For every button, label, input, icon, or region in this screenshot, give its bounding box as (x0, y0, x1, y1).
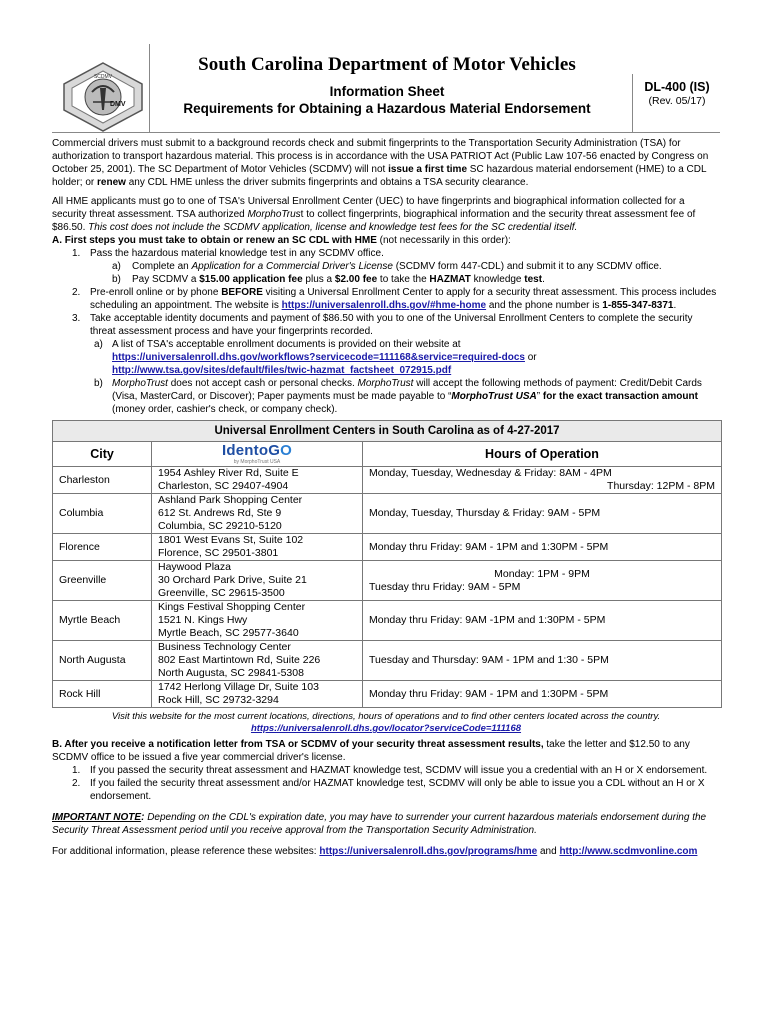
step-3b (52, 377, 720, 416)
hours-line: Tuesday thru Friday: 9AM - 5PM (369, 580, 521, 593)
address-cell (152, 601, 363, 641)
address-line: Charleston, SC 29407-4904 (158, 480, 289, 492)
step-text: and the phone number is (486, 300, 603, 311)
city-cell: North Augusta (53, 641, 152, 681)
exact-amount-label: for the exact transaction amount (542, 391, 698, 402)
visit-text: Visit this website for the most current locations, directions, hours of operations and to find other centers located across the country. (111, 711, 661, 722)
table-header-row (53, 442, 722, 467)
step-1a (52, 260, 720, 273)
section-b-heading (52, 738, 720, 764)
hours-cell (363, 467, 722, 494)
city-cell: Florence (53, 534, 152, 561)
intro-text: t to collect fingerprints, biographical information and the security threat assessment fee of $86.50. (52, 209, 696, 233)
section-a-heading (52, 234, 720, 247)
address-line: Greenville, SC 29615-3500 (158, 587, 285, 599)
address-cell (152, 561, 363, 601)
city-cell: Charleston (53, 467, 152, 494)
fee-amount: $2.00 fee (334, 274, 378, 285)
step-text: Complete an (132, 261, 192, 272)
footer-text: For additional information, please reference these websites: (52, 846, 320, 857)
address-line: 1954 Ashley River Rd, Suite E (158, 467, 299, 479)
section-b-item-1 (52, 764, 720, 777)
hme-program-link[interactable]: https://universalenroll.dhs.gov/programs/hme (319, 846, 538, 857)
important-note-text: Depending on the CDL's expiration date, you may have to surrender your current hazardous materials endorsement during the Security Threat Assessment period until you receive approval from the Transportation Security Administration. (52, 812, 707, 836)
morphotrust-name: MorphoTrust (357, 378, 414, 389)
hazmat-label: HAZMAT (429, 274, 471, 285)
morphotrust-name: MorphoTrust (112, 378, 168, 389)
hours-cell (363, 601, 722, 641)
section-b-item-2 (52, 777, 720, 803)
address-line: Haywood Plaza (158, 561, 231, 573)
intro-text: All HME applicants must go to one of TSA's Universal Enrollment Center (UEC) to have fingerprints and biographical information collected for a security threat assessment. TSA authorized (52, 196, 685, 220)
payee-name: MorphoTrust USA (451, 391, 537, 402)
document-body (52, 137, 720, 416)
address-line: 1742 Herlong Village Dr, Suite 103 (158, 681, 319, 693)
logo-brand-go: O (280, 442, 292, 459)
section-b-text: take the letter and $12.50 to any SCDMV office to be issued a five year commercial driver's license. (52, 739, 690, 763)
intro-text: Commercial drivers must submit to a background records check and submit fingerprints to the Transportation Security Administration (TSA) for authorization to transport hazardous material. This process is in accordance with the USA PATRIOT Act (Public Law 107-56 enacted by Congress on October 25, 2001). The SC Department of Motor Vehicles (SCDMV) will not (52, 138, 709, 175)
section-b-title: B. After you receive a notification letter from TSA or SCDMV of your security threat assessment results, (52, 739, 544, 750)
phone-number: 1-855-347-8371 (602, 300, 674, 311)
step-3 (52, 312, 720, 338)
step-text: Pre-enroll online or by phone (90, 287, 222, 298)
step-2 (52, 286, 720, 312)
address-line: 802 East Martintown Rd, Suite 226 (158, 654, 321, 666)
address-cell (152, 681, 363, 708)
document-header (52, 44, 720, 133)
column-header-city: City (53, 442, 152, 467)
hours-line: Monday, Tuesday, Wednesday & Friday: 8AM - 4PM (369, 467, 612, 479)
address-cell (152, 534, 363, 561)
intro-text: any CDL HME unless the driver submits fingerprints and obtains a TSA security clearance. (125, 177, 529, 188)
hme-enroll-link[interactable]: https://universalenroll.dhs.gov/#hme-home (281, 300, 487, 311)
important-note-label: IMPORTANT NOTE (52, 812, 142, 823)
step-text: does not accept cash or personal checks. (167, 378, 358, 389)
substep-letter: a) (94, 339, 103, 350)
step-text: Pay SCDMV a (132, 274, 200, 285)
step-text: Take acceptable identity documents and payment of $86.50 with you to one of the Universal Enrollment Centers to complete the security threat assessment process and have your fingerprints recorded. (90, 313, 693, 337)
hours-line: Monday thru Friday: 9AM -1PM and 1:30PM - 5PM (369, 614, 606, 626)
information-sheet-label: Information Sheet (329, 84, 445, 99)
step-text: (SCDMV form 447-CDL) and submit it to any SCDMV office. (392, 261, 662, 272)
svg-text:SCDMV: SCDMV (93, 74, 113, 80)
section-b (52, 738, 720, 858)
required-docs-link[interactable]: https://universalenroll.dhs.gov/workflows?servicecode=111168&service=required-docs (112, 352, 525, 363)
title-block (152, 54, 622, 116)
city-cell: Myrtle Beach (53, 601, 152, 641)
substep-letter: b) (112, 274, 121, 285)
hours-cell (363, 561, 722, 601)
substep-letter: b) (94, 378, 103, 389)
step-1b (52, 273, 720, 286)
requirements-title: Requirements for Obtaining a Hazardous Material Endorsement (183, 101, 591, 116)
address-line: Columbia, SC 29210-5120 (158, 520, 282, 532)
city-cell: Greenville (53, 561, 152, 601)
department-title: South Carolina Department of Motor Vehicles (198, 54, 576, 75)
identogo-logo-mark (222, 443, 292, 465)
form-id: DL-400 (IS) (644, 80, 710, 94)
step-text: visiting a Universal Enrollment Center to apply for a security threat assessment. This process includes scheduling an appointment. The website is (90, 287, 717, 311)
before-label: BEFORE (221, 287, 263, 298)
step-text: A list of TSA's acceptable enrollment documents is provided on their website at (112, 339, 461, 350)
enrollment-centers-table (52, 420, 722, 708)
address-line: Myrtle Beach, SC 29577-3640 (158, 627, 299, 639)
identogo-logo (152, 442, 363, 467)
table-row (53, 561, 722, 601)
footer-links (52, 845, 720, 858)
substep-letter: a) (112, 261, 121, 272)
address-line: Rock Hill, SC 29732-3294 (158, 694, 279, 706)
document-page (52, 44, 720, 858)
address-line: Ashland Park Shopping Center (158, 494, 303, 506)
step-text: will accept the following methods of payment: Credit/Debit Cards (Visa, MasterCard, or Discover); Paper payments must be made payable to “ (112, 378, 702, 402)
address-cell (152, 641, 363, 681)
address-line: 612 St. Andrews Rd, Ste 9 (158, 507, 282, 519)
hours-cell (363, 641, 722, 681)
step-text: (money order, cashier's check, or company check). (112, 404, 338, 415)
table-title: Universal Enrollment Centers in South Carolina as of 4-27-2017 (53, 421, 722, 442)
item-number: 2. (72, 778, 81, 789)
column-header-hours: Hours of Operation (363, 442, 722, 467)
intro-paragraph-2 (52, 195, 720, 234)
locator-link[interactable]: https://universalenroll.dhs.gov/locator?serviceCode=111168 (250, 723, 522, 734)
item-number: 1. (72, 765, 81, 776)
important-note-colon: : (141, 812, 145, 823)
table-title-row (53, 421, 722, 442)
step-text: . (542, 274, 545, 285)
intro-paragraph-1 (52, 137, 720, 189)
table-row (53, 601, 722, 641)
item-text: If you failed the security threat assessment and/or HAZMAT knowledge test, SCDMV will only be able to issue you a CDL without an H or X endorsement. (90, 778, 705, 802)
hours-line: Thursday: 12PM - 8PM (607, 480, 715, 492)
fee-amount: $15.00 application fee (199, 274, 303, 285)
step-text: ” (536, 391, 543, 402)
table-row (53, 467, 722, 494)
step-text: . (673, 300, 677, 311)
scdmv-website-link[interactable]: http://www.scdmvonline.com (559, 846, 698, 857)
item-text: If you passed the security threat assessment and HAZMAT knowledge test, SCDMV will issue you a credential with an H or X endorsement. (90, 765, 708, 776)
logo-brand-text: IdentoG (222, 442, 281, 459)
address-line: Business Technology Center (158, 641, 291, 653)
scdmv-seal-icon (62, 62, 144, 132)
table-row (53, 534, 722, 561)
step-text: plus a (302, 274, 335, 285)
important-note (52, 811, 720, 837)
hours-cell (363, 494, 722, 534)
city-cell: Columbia (53, 494, 152, 534)
step-number: 2. (72, 287, 81, 298)
step-text: knowledge (470, 274, 525, 285)
hours-line: Monday thru Friday: 9AM - 1PM and 1:30PM - 5PM (369, 687, 609, 700)
section-a-title: A. First steps you must take to obtain or renew an SC CDL with HME (52, 235, 377, 246)
tsa-factsheet-link[interactable]: http://www.tsa.gov/sites/default/files/twic-hazmat_factsheet_072915.pdf (112, 365, 452, 376)
footer-text: and (537, 846, 560, 857)
address-cell (152, 467, 363, 494)
visit-note (52, 711, 720, 735)
form-number-box (632, 74, 721, 132)
hours-cell (363, 534, 722, 561)
hours-line: Monday, Tuesday, Thursday & Friday: 9AM - 5PM (369, 507, 601, 519)
step-text: Pass the hazardous material knowledge test in any SCDMV office. (90, 248, 384, 259)
step-text: to take the (377, 274, 430, 285)
table-row (53, 641, 722, 681)
intro-italic: MorphoTrus (247, 209, 301, 220)
address-line: 1801 West Evans St, Suite 102 (158, 534, 304, 546)
step-number: 3. (72, 313, 81, 324)
address-line: Kings Festival Shopping Center (158, 601, 306, 613)
step-3a (52, 338, 720, 377)
intro-bold: issue a first time (388, 164, 467, 175)
table-body (53, 467, 722, 708)
step-text: or (524, 352, 537, 363)
logo-subtitle: by MorphoTrust USA (233, 459, 281, 465)
form-name: Application for a Commercial Driver's License (191, 261, 393, 272)
hours-line: Monday thru Friday: 9AM - 1PM and 1:30PM - 5PM (369, 540, 609, 553)
section-a-note: (not necessarily in this order): (376, 235, 511, 246)
address-line: 30 Orchard Park Drive, Suite 21 (158, 574, 307, 586)
svg-text:DMV: DMV (110, 101, 126, 108)
test-label: test (524, 274, 543, 285)
step-number: 1. (72, 248, 81, 259)
table-row (53, 681, 722, 708)
hours-line: Monday: 1PM - 9PM (494, 567, 590, 580)
address-line: 1521 N. Kings Hwy (158, 614, 248, 626)
city-cell: Rock Hill (53, 681, 152, 708)
table-row (53, 494, 722, 534)
form-revision: (Rev. 05/17) (648, 95, 706, 107)
hours-cell (363, 681, 722, 708)
intro-italic: This cost does not include the SCDMV application, license and knowledge test fees for the SC credential itself. (88, 222, 578, 233)
address-cell (152, 494, 363, 534)
header-divider (149, 44, 150, 132)
step-1 (52, 247, 720, 260)
address-line: North Augusta, SC 29841-5308 (158, 667, 304, 679)
intro-bold: renew (97, 177, 126, 188)
address-line: Florence, SC 29501-3801 (158, 547, 279, 559)
hours-line: Tuesday and Thursday: 9AM - 1PM and 1:30 - 5PM (369, 654, 609, 666)
intro-text: SC hazardous material endorsement (HME) to a CDL holder; or (52, 164, 707, 188)
